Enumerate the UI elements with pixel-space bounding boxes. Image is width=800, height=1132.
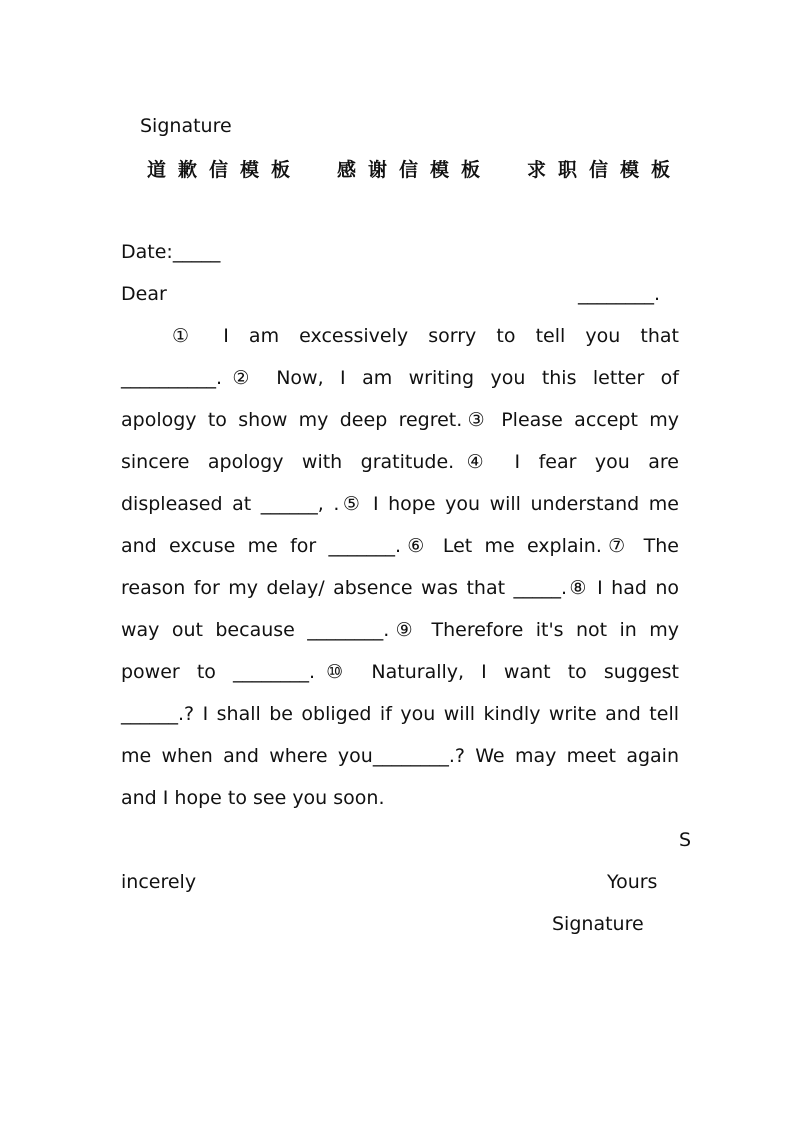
body-line: apology to show my deep regret.③ Please accept my — [121, 409, 679, 431]
body-line: __________.② Now, I am writing you this letter of — [121, 367, 679, 389]
body-line: sincere apology with gratitude.④ I fear you are — [121, 451, 679, 473]
body-line: reason for my delay/ absence was that _____.⑧ I had no — [121, 577, 679, 599]
closing-yours: Yours — [607, 871, 658, 893]
salutation: Dear — [121, 283, 167, 305]
body-line: ① I am excessively sorry to tell you that — [172, 325, 679, 347]
link-job-application-template[interactable]: 求职信模板 — [527, 159, 683, 181]
body-line: way out because ________.⑨ Therefore it's not in my — [121, 619, 679, 641]
link-thank-you-template[interactable]: 感谢信模板 — [337, 159, 493, 181]
signature: Signature — [552, 913, 644, 935]
body-line: displeased at ______, .⑤ I hope you will understand me — [121, 493, 679, 515]
body-line: and excuse me for _______.⑥ Let me explain.⑦ The — [121, 535, 679, 557]
body-line: me when and where you________.? We may meet again — [121, 745, 679, 767]
body-last-line: and I hope to see you soon. — [121, 787, 385, 809]
salutation-blank: ________. — [578, 283, 661, 305]
body-line: power to ________.⑩ Naturally, I want to suggest — [121, 661, 679, 683]
body-line: ______.? I shall be obliged if you will kindly write and tell — [121, 703, 679, 725]
date-line: Date:_____ — [121, 241, 221, 263]
closing-text: incerely — [121, 871, 197, 893]
link-apology-template[interactable]: 道歉信模板 — [147, 159, 303, 181]
page-title: Signature — [140, 115, 232, 137]
closing-initial: S — [679, 829, 692, 851]
